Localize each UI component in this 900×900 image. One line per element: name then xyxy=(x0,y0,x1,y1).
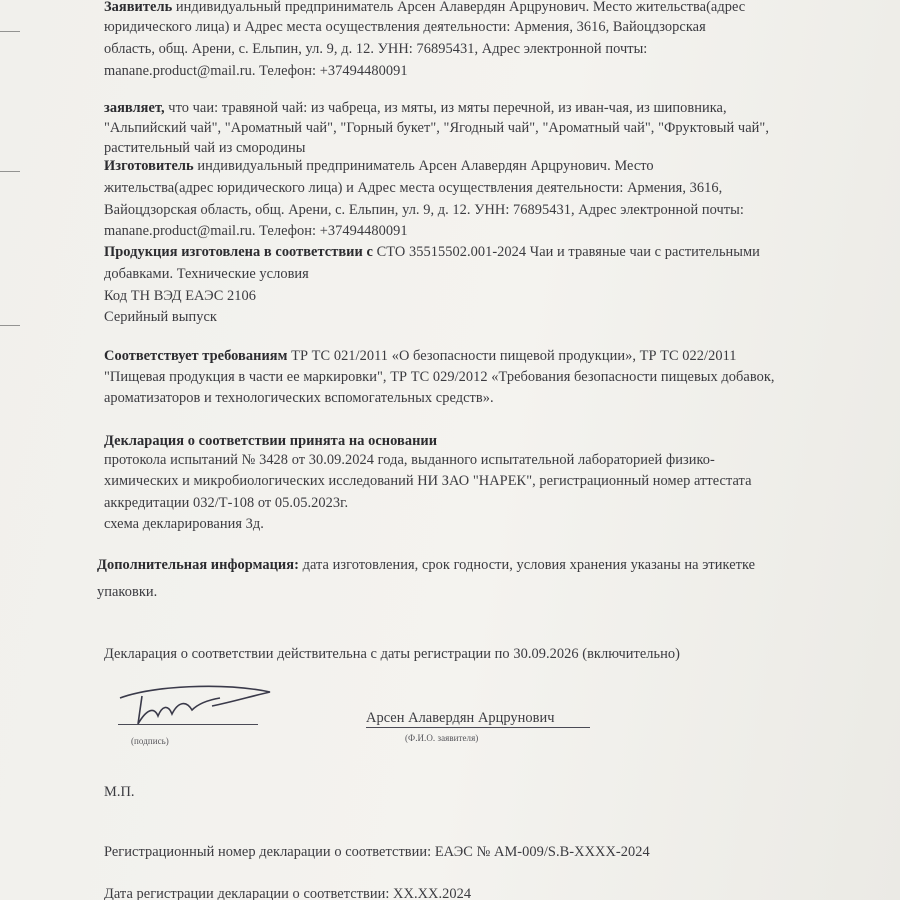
manufacturer-label: Изготовитель xyxy=(104,158,194,174)
signature-line xyxy=(118,724,258,725)
fold-mark xyxy=(0,171,20,172)
applicant-full-name: Арсен Алавердян Арцрунович xyxy=(366,710,555,726)
additional-line-1 xyxy=(97,558,755,572)
basis-line-3: аккредитации 032/Т-108 от 05.05.2023г. xyxy=(104,495,349,511)
additional-line-2: упаковки. xyxy=(97,584,158,600)
applicant-text-1: индивидуальный предприниматель Арсен Алавердян Арцрунович. Место жительства(адрес xyxy=(175,0,746,15)
registration-number: Регистрационный номер декларации о соответствии: ЕАЭС № АМ-009/S.В-ХХХХ-2024 xyxy=(104,844,650,860)
manufacturer-line-3: Вайоцдзорская область, общ. Арени, с. Ельпин, ул. 9, д. 12. УНН: 76895431, Адрес электронной почты: xyxy=(104,202,744,218)
name-caption: (Ф.И.О. заявителя) xyxy=(405,733,479,743)
manufacturer-text-1: индивидуальный предприниматель Арсен Алавердян Арцрунович. Место xyxy=(197,158,654,174)
signature-caption: (подпись) xyxy=(131,736,169,746)
declares-line-3: растительный чай из смородины xyxy=(104,140,306,156)
manufacturer-line-4: manane.product@mail.ru. Телефон: +37494480091 xyxy=(104,223,408,239)
applicant-line-4: manane.product@mail.ru. Телефон: +37494480091 xyxy=(104,63,408,79)
signature-mark xyxy=(112,676,282,736)
standard-text-1: СТО 35515502.001-2024 Чаи и травяные чаи с растительными xyxy=(376,244,760,260)
fold-mark xyxy=(0,31,20,32)
basis-line-2: химических и микробиологических исследований НИ ЗАО "НАРЕК", регистрационный номер аттестата xyxy=(104,473,752,489)
compliance-label: Соответствует требованиям xyxy=(104,348,288,364)
declares-line-2: "Альпийский чай", "Ароматный чай", "Горный букет", "Ягодный чай", "Ароматный чай", "Фруктовый чай", xyxy=(104,120,769,136)
serial-output: Серийный выпуск xyxy=(104,309,217,325)
additional-label: Дополнительная информация: xyxy=(97,557,299,573)
standard-label: Продукция изготовлена в соответствии с xyxy=(104,244,373,260)
applicant-line-2: юридического лица) и Адрес места осуществления деятельности: Армения, 3616, Вайоцдзорская xyxy=(104,19,706,35)
compliance-line-2: "Пищевая продукция в части ее маркировки", ТР ТС 029/2012 «Требования безопасности пищевых добавок, xyxy=(104,369,775,385)
hs-code: Код ТН ВЭД ЕАЭС 2106 xyxy=(104,288,256,304)
standard-line-1 xyxy=(104,245,760,259)
compliance-text-1: ТР ТС 021/2011 «О безопасности пищевой продукции», ТР ТС 022/2011 xyxy=(291,348,737,364)
fold-mark xyxy=(0,325,20,326)
declares-label: заявляет, xyxy=(104,100,165,116)
basis-line-1: протокола испытаний № 3428 от 30.09.2024 года, выданного испытательной лабораторией физико- xyxy=(104,452,715,468)
basis-heading: Декларация о соответствии принята на основании xyxy=(104,433,438,449)
stamp-placeholder: М.П. xyxy=(104,784,135,800)
declares-line-1 xyxy=(104,101,727,115)
manufacturer-line-2: жительства(адрес юридического лица) и Адрес места осуществления деятельности: Армения, 3616, xyxy=(104,180,723,196)
basis-line-4: схема декларирования 3д. xyxy=(104,516,264,532)
compliance-line-1 xyxy=(104,349,737,363)
validity-statement: Декларация о соответствии действительна с даты регистрации по 30.09.2026 (включительно) xyxy=(104,646,680,662)
applicant-label: Заявитель xyxy=(104,0,173,15)
name-underline xyxy=(366,727,590,728)
applicant-line-1 xyxy=(104,0,745,14)
standard-line-2: добавками. Технические условия xyxy=(104,266,309,282)
registration-date: Дата регистрации декларации о соответствии: ХХ.ХХ.2024 xyxy=(104,886,472,900)
manufacturer-line-1 xyxy=(104,159,654,173)
applicant-line-3: область, общ. Арени, с. Ельпин, ул. 9, д. 12. УНН: 76895431, Адрес электронной почты: xyxy=(104,41,648,57)
declares-text-1: что чаи: травяной чай: из чабреца, из мяты, из мяты перечной, из иван-чая, из шиповника, xyxy=(168,100,727,116)
additional-text-1: дата изготовления, срок годности, условия хранения указаны на этикетке xyxy=(302,557,756,573)
compliance-line-3: ароматизаторов и технологических вспомогательных средств». xyxy=(104,390,494,406)
